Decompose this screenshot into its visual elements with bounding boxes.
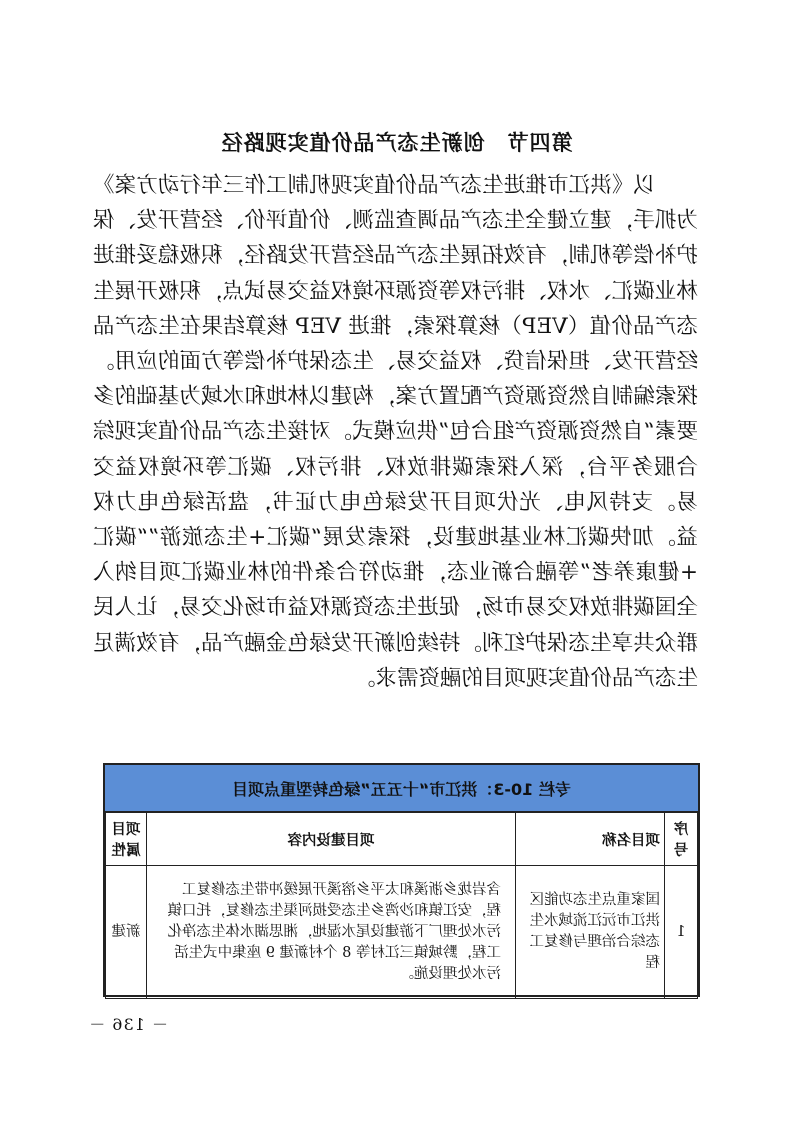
header-content: 项目建设内容 xyxy=(147,813,516,866)
box-title: 专栏 10-3：洪江市“十五五”绿色转型重点项目 xyxy=(105,765,698,812)
table-header-row xyxy=(106,813,698,866)
header-attr: 项目属性 xyxy=(106,813,147,866)
project-table-box xyxy=(103,763,700,997)
page-number: － 136 － xyxy=(88,1015,168,1034)
table-row xyxy=(106,866,698,999)
section-title: 第四节 创新生态产品价值实现路径 xyxy=(220,131,573,155)
project-table xyxy=(105,812,698,999)
row-content: 含岩垅乡浙溪和太平乡溶溪开展缓冲带生态修复工程，安江镇和沙湾乡生态受损河渠生态修复，托口镇污水处理厂下游建设尾水湿地，湘思湖水体生态净化工程，黔城镇三江村等 8 个村新建 9 座集中式生活污水处理设施。 xyxy=(147,866,516,999)
header-no: 序号 xyxy=(665,813,698,866)
row-name: 国家重点生态功能区洪江市沅江流域水生态综合治理与修复工程 xyxy=(516,866,665,999)
row-attr: 新建 xyxy=(106,866,147,999)
row-no: 1 xyxy=(665,866,698,999)
body-paragraph: 以《洪江市推进生态产品价值实现机制工作三年行动方案》为抓手，建立健全生态产品调查监测、价值评价、经营开发、保护补偿等机制，有效拓展生态产品经营开发路径，积极稳妥推进林业碳汇、水权、排污权等资源环境权益交易试点，积极开展生态产品价值（VEP）核算探索，推进 VEP 核算结果在生态产品经营开发、担保信贷、权益交易、生态保护补偿等方面的应用。探索编制自然资源资产配置方案，构建以林地和水域为基础的多要素“自然资源资产组合包”供应模式。对接生态产品价值实现综合服务平台，深入探索碳排放权、排污权、碳汇等环境权益交易。支持风电、光伏项目开发绿色电力证书，盘活绿色电力权益。加快碳汇林业基地建设，探索发展“碳汇+生态旅游”“碳汇+健康养老”等融合新业态，推动符合条件的林业碳汇项目纳入全国碳排放权交易市场，促进生态资源权益市场化交易，让人民群众共享生态保护红利。持续创新开发绿色金融产品，有效满足生态产品价值实现项目的融资需求。 xyxy=(93,173,698,691)
header-name: 项目名称 xyxy=(516,813,665,866)
